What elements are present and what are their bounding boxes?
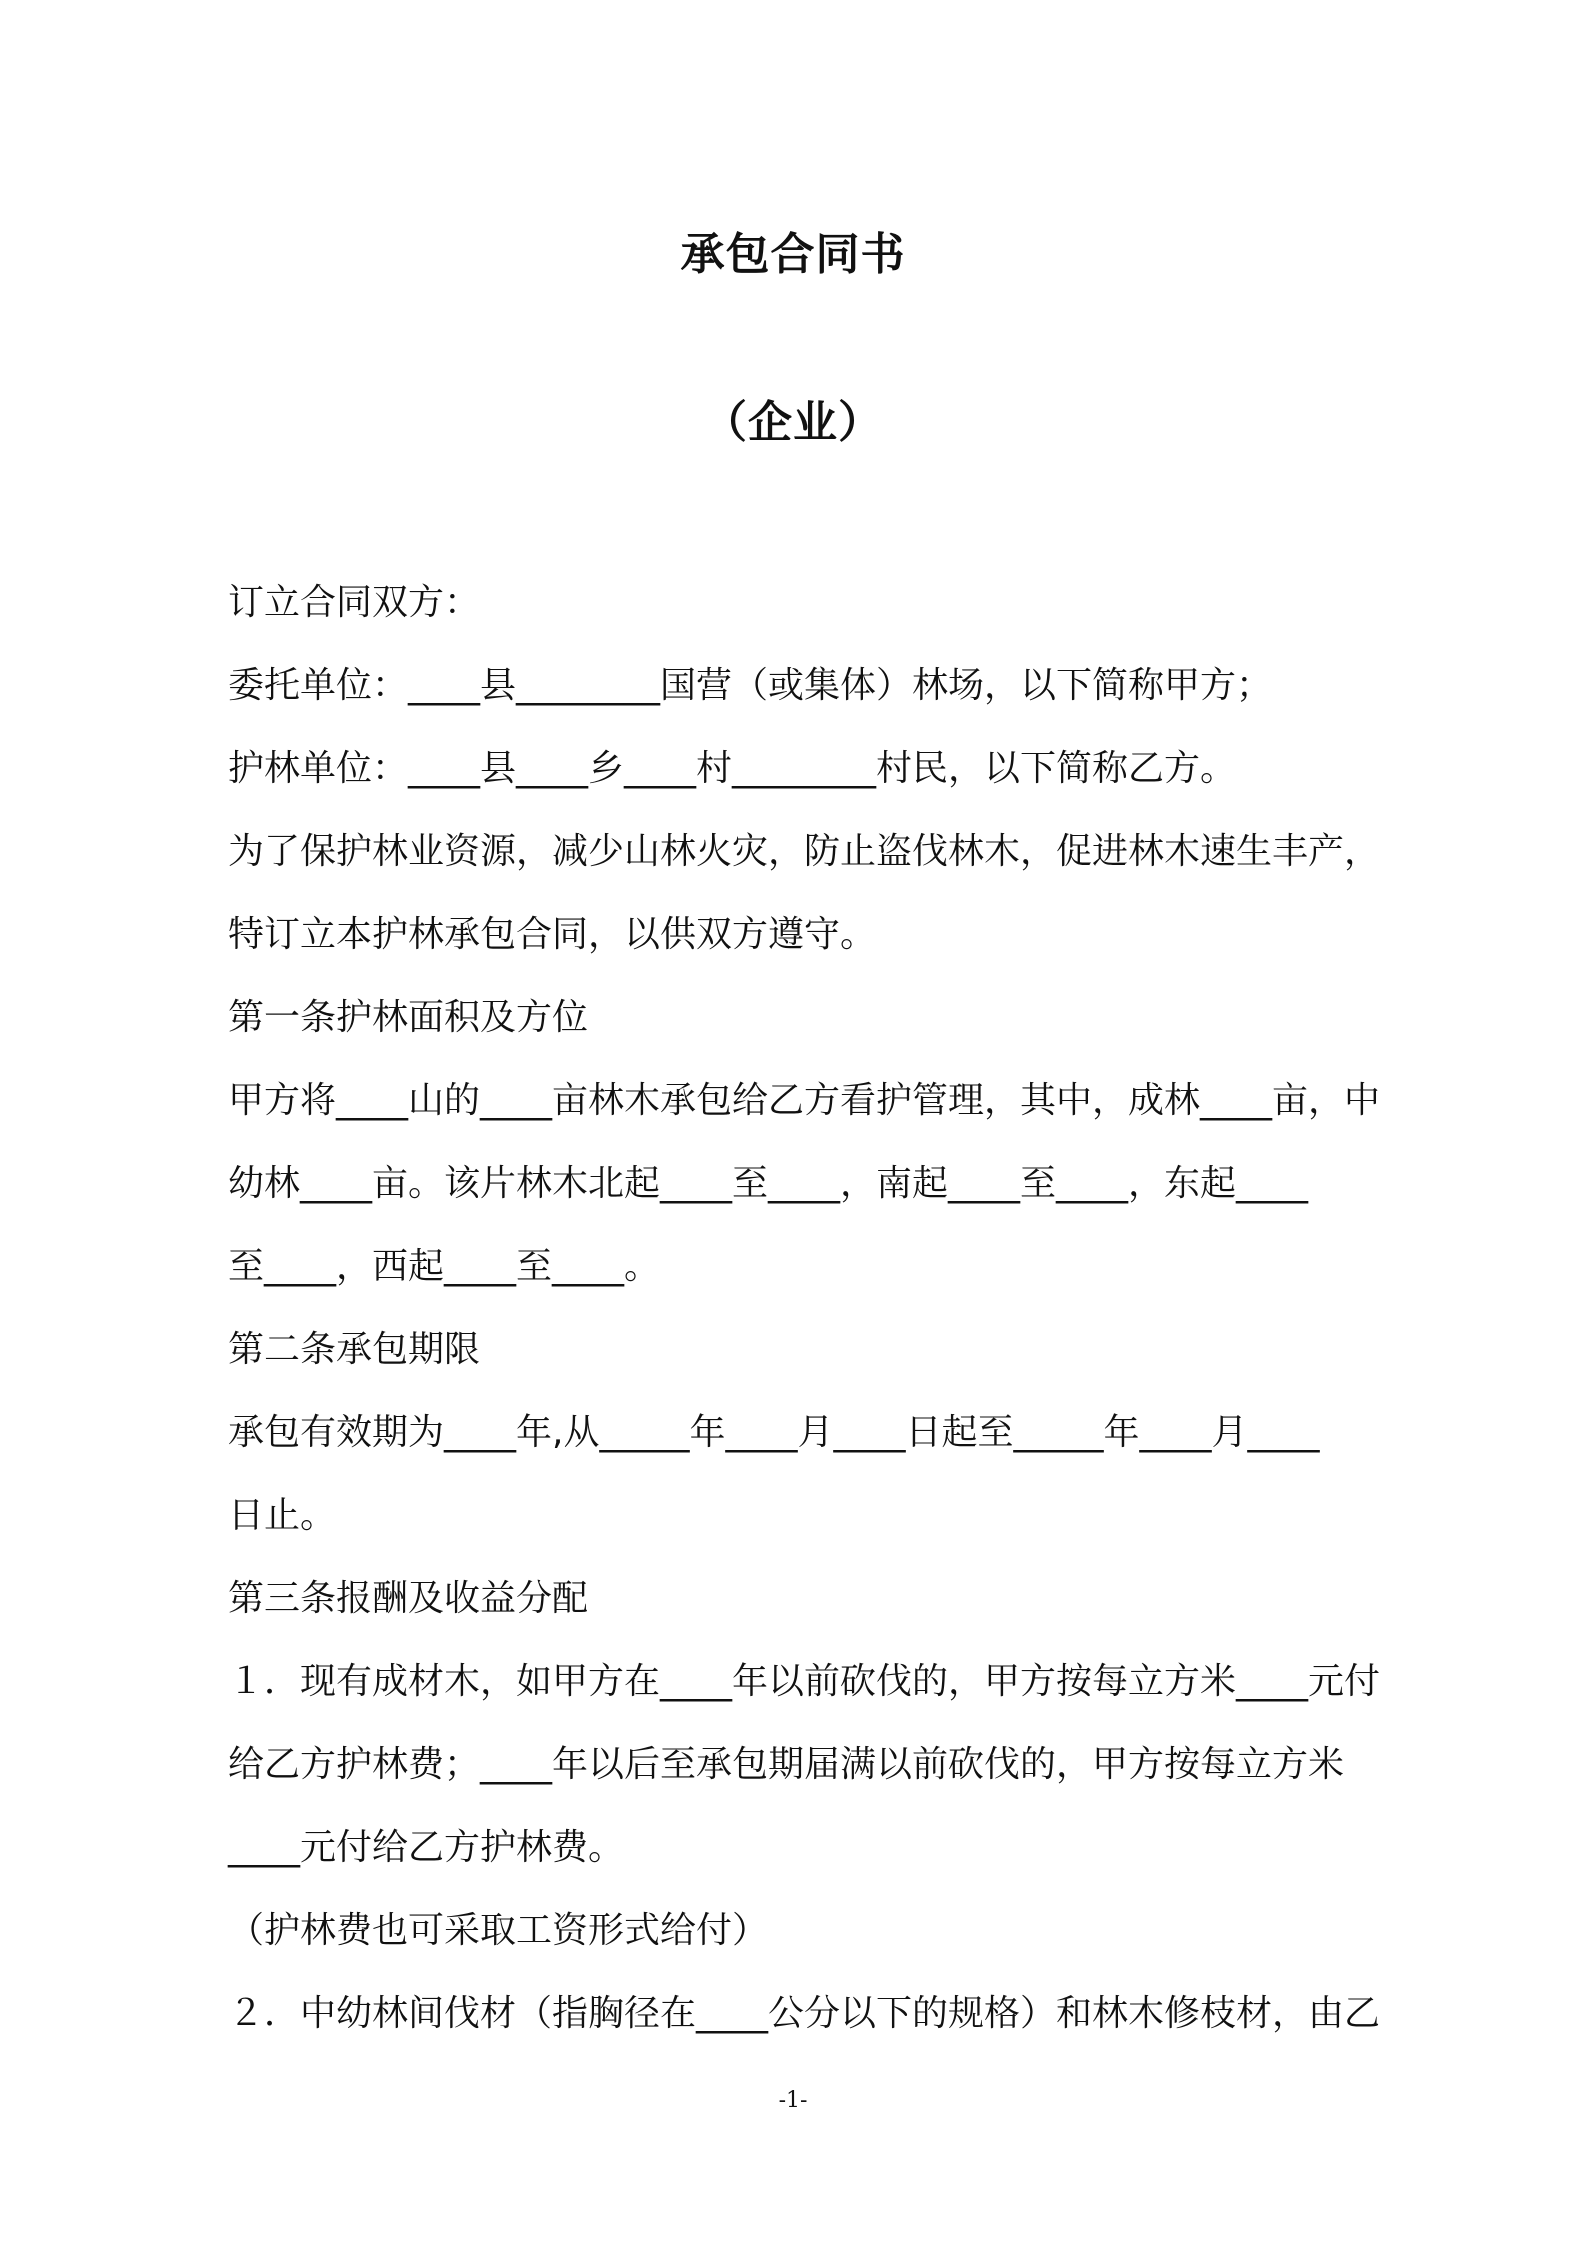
article-3-note: （护林费也可采取工资形式给付） (228, 1910, 769, 1951)
article-1-line-1: 甲方将____山的____亩林木承包给乙方看护管理，其中，成林____亩，中 (228, 1080, 1381, 1121)
party-b-line: 护林单位：____县____乡____村________村民，以下简称乙方。 (228, 748, 1237, 789)
document-subtitle: （企业） (703, 397, 883, 448)
article-2-line-1: 承包有效期为____年,从_____年____月____日起至_____年____月____ (228, 1412, 1320, 1453)
page-number: -1- (778, 2088, 808, 2113)
article-3-item-1-line-3: ____元付给乙方护林费。 (228, 1827, 625, 1868)
party-a-line: 委托单位：____县________国营（或集体）林场，以下简称甲方； (228, 665, 1273, 706)
article-3-heading: 第三条报酬及收益分配 (228, 1578, 589, 1619)
article-2-heading: 第二条承包期限 (228, 1329, 481, 1370)
article-3-item-2-line-1: ２．中幼林间伐材（指胸径在____公分以下的规格）和林木修枝材，由乙 (228, 1993, 1381, 2034)
article-1-line-2: 幼林____亩。该片林木北起____至____，南起____至____，东起____ (228, 1163, 1309, 1204)
article-3-item-1-line-2: 给乙方护林费；____年以后至承包期届满以前砍伐的，甲方按每立方米 (228, 1744, 1345, 1785)
preamble-line-1: 为了保护林业资源，减少山林火灾，防止盗伐林木，促进林木速生丰产， (228, 831, 1381, 872)
article-2-line-2: 日止。 (228, 1495, 337, 1536)
article-1-heading: 第一条护林面积及方位 (228, 997, 589, 1038)
article-3-item-1-line-1: １．现有成材木，如甲方在____年以前砍伐的，甲方按每立方米____元付 (228, 1661, 1381, 1702)
document-title: 承包合同书 (680, 229, 906, 280)
contract-parties-heading: 订立合同双方： (228, 582, 481, 623)
article-1-line-3: 至____，西起____至____。 (228, 1246, 661, 1287)
preamble-line-2: 特订立本护林承包合同，以供双方遵守。 (228, 914, 877, 955)
